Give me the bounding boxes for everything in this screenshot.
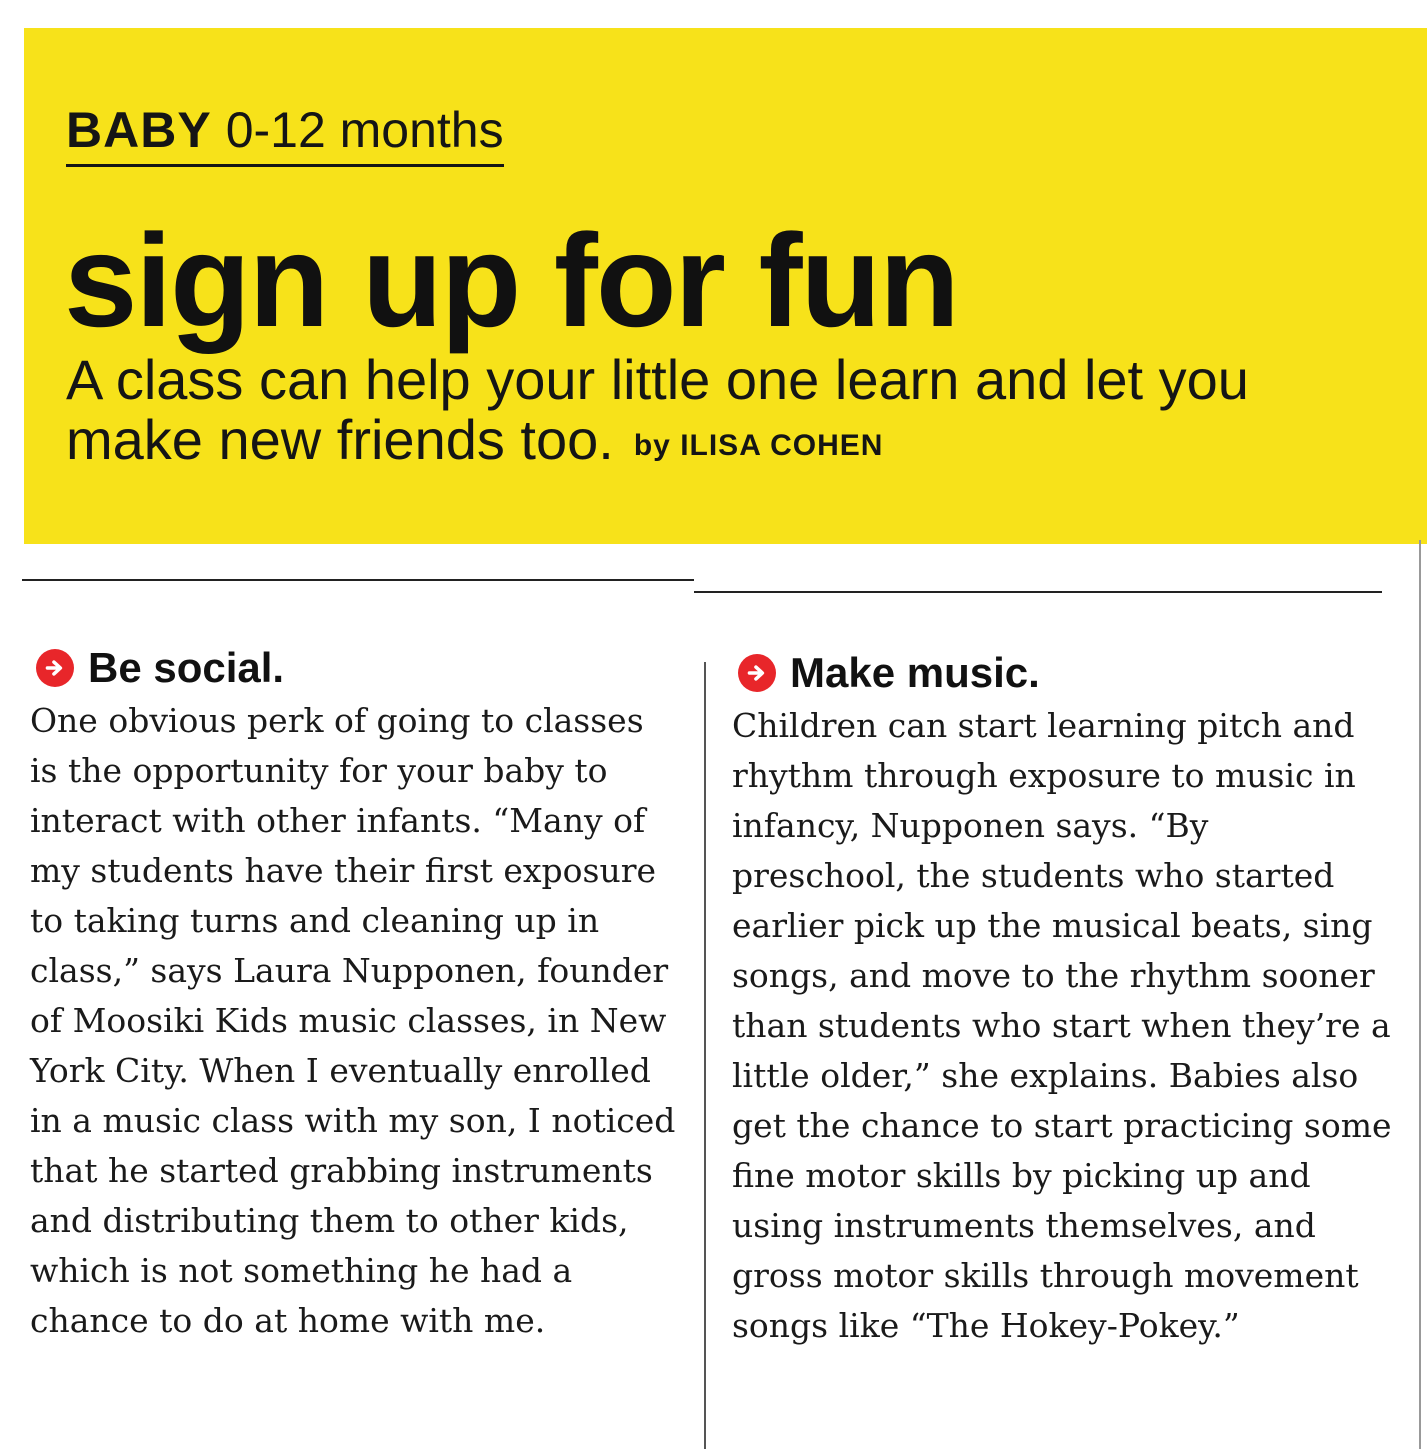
section-heading-text: Make music.	[790, 649, 1040, 696]
column-divider	[704, 662, 706, 1449]
article-dek	[66, 350, 1366, 476]
section-heading	[36, 640, 680, 696]
section-body: Children can start learning pitch and rhythm through exposure to music in infancy, Nupponen says. “By preschool, the students who started earlier pick up the musical beats, sing songs, and move to the rhythm sooner than students who start when they’re a little older,” she explains. Babies also get the chance to start practicing some fine motor skills by picking up and using instruments themselves, and gross motor skills through movement songs like “The Hokey-Pokey.”	[732, 706, 1392, 1345]
page-edge-line	[1419, 540, 1421, 1449]
section-label	[66, 100, 504, 167]
age-group-label: BABY	[66, 102, 212, 158]
section-body: One obvious perk of going to classes is the opportunity for your baby to interact with other infants. “Many of my students have their first exposure to taking turns and cleaning up in class,” says Laura Nupponen, founder of Moosiki Kids music classes, in New York City. When I eventually enrolled in a music class with my son, I noticed that he started grabbing instruments and distributing them to other kids, which is not something he had a chance to do at home with me.	[30, 701, 676, 1340]
section-be-social	[30, 640, 680, 1346]
section-make-music	[732, 645, 1392, 1351]
dek-text: A class can help your little one learn and let you make new friends too.	[66, 348, 1249, 471]
arrow-right-circle-icon	[36, 649, 74, 687]
arrow-right-circle-icon	[738, 654, 776, 692]
section-heading-text: Be social.	[88, 644, 285, 691]
article-headline: sign up for fun	[64, 207, 958, 354]
section-heading	[738, 645, 1392, 701]
divider-rule-left	[22, 579, 694, 581]
byline: by ILISA COHEN	[633, 429, 884, 462]
age-range-label: 0-12 months	[225, 102, 504, 158]
divider-rule-right	[694, 591, 1382, 593]
